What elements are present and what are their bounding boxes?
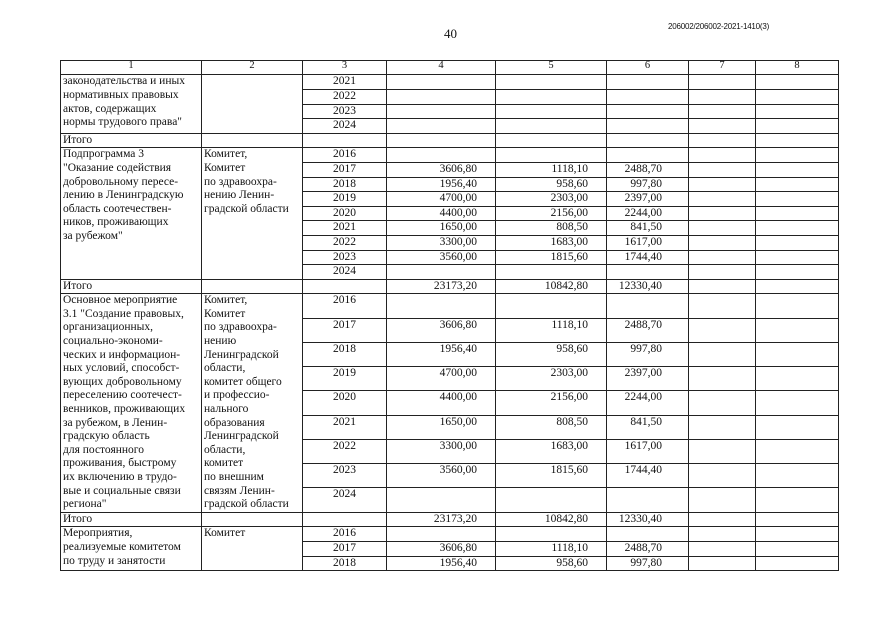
empty-cell [756,279,839,294]
amount-cell: 1744,40 [607,464,689,488]
amount-cell [496,148,607,163]
amount-cell [607,148,689,163]
table-row [61,527,839,542]
total-amount-cell [387,265,496,280]
year-cell: 2024 [303,265,387,280]
empty-cell [202,133,303,148]
empty-cell [756,177,839,192]
year-cell: 2022 [303,439,387,463]
program-name-cell: Мероприятия, реализуемые комитетом по труду и занятости [61,527,202,571]
empty-cell [756,206,839,221]
amount-cell: 1118,10 [496,318,607,342]
amount-cell: 2244,00 [607,206,689,221]
total-label: Итого [61,133,202,148]
amount-cell [496,294,607,318]
year-cell: 2020 [303,206,387,221]
total-label: Итого [61,279,202,294]
empty-cell [756,250,839,265]
total-amount-cell [387,148,496,163]
amount-cell [496,527,607,542]
total-amount-cell: 23173,20 [387,512,496,527]
empty-cell [756,488,839,512]
empty-cell [689,391,756,415]
year-cell: 2022 [303,89,387,104]
empty-cell [756,294,839,318]
total-amount-cell: 10842,80 [496,512,607,527]
empty-cell [756,541,839,556]
table-row [61,148,839,163]
total-amount-cell: 12330,40 [607,512,689,527]
year-cell: 2017 [303,541,387,556]
empty-cell [689,415,756,439]
amount-cell [607,89,689,104]
amount-cell: 841,50 [607,221,689,236]
amount-cell [496,104,607,119]
empty-cell [689,367,756,391]
column-header: 5 [496,61,607,75]
total-amount-cell: 12330,40 [607,279,689,294]
total-amount-cell [387,294,496,318]
amount-cell [496,488,607,512]
total-amount-cell: 3560,00 [387,464,496,488]
empty-cell [689,89,756,104]
total-amount-cell [387,119,496,134]
year-cell: 2021 [303,75,387,90]
total-amount-cell: 1956,40 [387,342,496,366]
total-amount-cell: 10842,80 [496,279,607,294]
amount-cell: 997,80 [607,342,689,366]
empty-cell [756,439,839,463]
empty-cell [756,512,839,527]
funding-table [60,60,839,571]
year-cell: 2016 [303,527,387,542]
empty-cell [756,104,839,119]
total-amount-cell: 4400,00 [387,391,496,415]
year-cell: 2024 [303,119,387,134]
empty-cell [689,192,756,207]
empty-cell [202,512,303,527]
amount-cell: 958,60 [496,342,607,366]
year-cell: 2020 [303,391,387,415]
empty-cell [689,119,756,134]
empty-cell [689,556,756,571]
total-amount-cell [496,133,607,148]
amount-cell: 2397,00 [607,367,689,391]
total-row [61,512,839,527]
empty-cell [689,104,756,119]
year-cell: 2024 [303,488,387,512]
year-cell: 2022 [303,235,387,250]
responsible-cell [202,75,303,133]
empty-cell [202,279,303,294]
empty-cell [756,464,839,488]
year-cell: 2018 [303,177,387,192]
empty-cell [756,162,839,177]
year-cell: 2017 [303,162,387,177]
empty-cell [756,415,839,439]
total-row [61,279,839,294]
empty-cell [689,75,756,90]
column-header: 7 [689,61,756,75]
empty-cell [756,133,839,148]
year-cell: 2021 [303,415,387,439]
year-cell: 2018 [303,342,387,366]
empty-cell [689,488,756,512]
total-amount-cell [387,527,496,542]
amount-cell: 958,60 [496,177,607,192]
amount-cell [496,75,607,90]
empty-cell [756,391,839,415]
amount-cell: 2397,00 [607,192,689,207]
amount-cell: 2488,70 [607,318,689,342]
total-amount-cell: 3606,80 [387,541,496,556]
empty-cell [689,250,756,265]
empty-cell [756,221,839,236]
year-cell: 2016 [303,148,387,163]
empty-cell [689,133,756,148]
total-amount-cell: 4700,00 [387,192,496,207]
program-name-cell: законодательства и иных нормативных правовых актов, содержащих нормы трудового права" [61,75,202,133]
total-amount-cell [387,75,496,90]
responsible-cell: Комитет, Комитет по здравоохра- нению Ленинградской области, комитет общего и профессио- нального образования Ленинградской области, комитет по внешним связям Ленин- градской области [202,294,303,513]
empty-cell [689,148,756,163]
amount-cell: 997,80 [607,556,689,571]
amount-cell: 2488,70 [607,541,689,556]
amount-cell: 2303,00 [496,367,607,391]
year-cell: 2019 [303,192,387,207]
total-amount-cell [607,133,689,148]
amount-cell [496,89,607,104]
total-amount-cell: 3300,00 [387,439,496,463]
amount-cell [496,119,607,134]
empty-cell [756,556,839,571]
empty-cell [689,527,756,542]
amount-cell [607,294,689,318]
amount-cell: 808,50 [496,221,607,236]
empty-cell [756,342,839,366]
table-row [61,294,839,318]
total-amount-cell: 3606,80 [387,162,496,177]
total-amount-cell: 1956,40 [387,556,496,571]
amount-cell [607,75,689,90]
amount-cell [496,265,607,280]
amount-cell: 2156,00 [496,206,607,221]
total-amount-cell: 3560,00 [387,250,496,265]
empty-cell [756,318,839,342]
empty-cell [689,464,756,488]
amount-cell [607,527,689,542]
empty-cell [689,279,756,294]
page-number: 40 [444,26,457,41]
amount-cell: 2303,00 [496,192,607,207]
column-header: 2 [202,61,303,75]
empty-cell [303,279,387,294]
total-label: Итого [61,512,202,527]
amount-cell: 808,50 [496,415,607,439]
empty-cell [689,439,756,463]
total-amount-cell: 3606,80 [387,318,496,342]
amount-cell: 2244,00 [607,391,689,415]
empty-cell [756,527,839,542]
amount-cell: 1118,10 [496,162,607,177]
empty-cell [689,318,756,342]
empty-cell [756,119,839,134]
year-cell: 2019 [303,367,387,391]
amount-cell: 997,80 [607,177,689,192]
document-code: 206002/206002-2021-1410(3) [668,22,770,31]
amount-cell: 1815,60 [496,250,607,265]
header-row [61,61,839,75]
column-header: 1 [61,61,202,75]
empty-cell [689,541,756,556]
total-amount-cell [387,133,496,148]
column-header: 6 [607,61,689,75]
amount-cell: 2156,00 [496,391,607,415]
column-header: 8 [756,61,839,75]
empty-cell [689,221,756,236]
empty-cell [689,235,756,250]
empty-cell [756,192,839,207]
amount-cell: 1683,00 [496,439,607,463]
year-cell: 2017 [303,318,387,342]
total-amount-cell: 4700,00 [387,367,496,391]
amount-cell [607,119,689,134]
total-amount-cell: 1956,40 [387,177,496,192]
empty-cell [689,162,756,177]
amount-cell: 958,60 [496,556,607,571]
empty-cell [689,265,756,280]
program-name-cell: Основное мероприятие 3.1 "Создание правовых, организационных, социально-экономи- ческих и информацион- ных условий, способст- вующих добровольному переселению соотечест- венников, проживающих за рубежом, в Ленин- градскую область для постоянного проживания, быстрому их включению в трудо- вые и социальные связи региона" [61,294,202,513]
total-amount-cell: 3300,00 [387,235,496,250]
empty-cell [756,235,839,250]
responsible-cell: Комитет [202,527,303,571]
total-amount-cell [387,488,496,512]
year-cell: 2018 [303,556,387,571]
year-cell: 2023 [303,250,387,265]
empty-cell [689,342,756,366]
responsible-cell: Комитет, Комитет по здравоохра- нению Ленин- градской области [202,148,303,279]
empty-cell [689,177,756,192]
year-cell: 2021 [303,221,387,236]
amount-cell: 2488,70 [607,162,689,177]
year-cell: 2023 [303,464,387,488]
table-row [61,75,839,90]
total-amount-cell: 23173,20 [387,279,496,294]
amount-cell: 1118,10 [496,541,607,556]
amount-cell: 841,50 [607,415,689,439]
empty-cell [689,206,756,221]
empty-cell [303,133,387,148]
empty-cell [756,148,839,163]
amount-cell [607,488,689,512]
column-header: 3 [303,61,387,75]
amount-cell: 1815,60 [496,464,607,488]
empty-cell [756,89,839,104]
empty-cell [756,367,839,391]
empty-cell [303,512,387,527]
amount-cell [607,265,689,280]
amount-cell: 1617,00 [607,235,689,250]
total-amount-cell: 1650,00 [387,221,496,236]
total-amount-cell: 1650,00 [387,415,496,439]
total-row [61,133,839,148]
amount-cell: 1617,00 [607,439,689,463]
empty-cell [756,75,839,90]
amount-cell: 1744,40 [607,250,689,265]
total-amount-cell: 4400,00 [387,206,496,221]
total-amount-cell [387,89,496,104]
column-header: 4 [387,61,496,75]
program-name-cell: Подпрограмма 3 "Оказание содействия добровольному пересе- лению в Ленинградскую область соотечествен- ников, проживающих за рубежом" [61,148,202,279]
total-amount-cell [387,104,496,119]
amount-cell: 1683,00 [496,235,607,250]
empty-cell [689,512,756,527]
empty-cell [756,265,839,280]
empty-cell [689,294,756,318]
year-cell: 2023 [303,104,387,119]
amount-cell [607,104,689,119]
year-cell: 2016 [303,294,387,318]
